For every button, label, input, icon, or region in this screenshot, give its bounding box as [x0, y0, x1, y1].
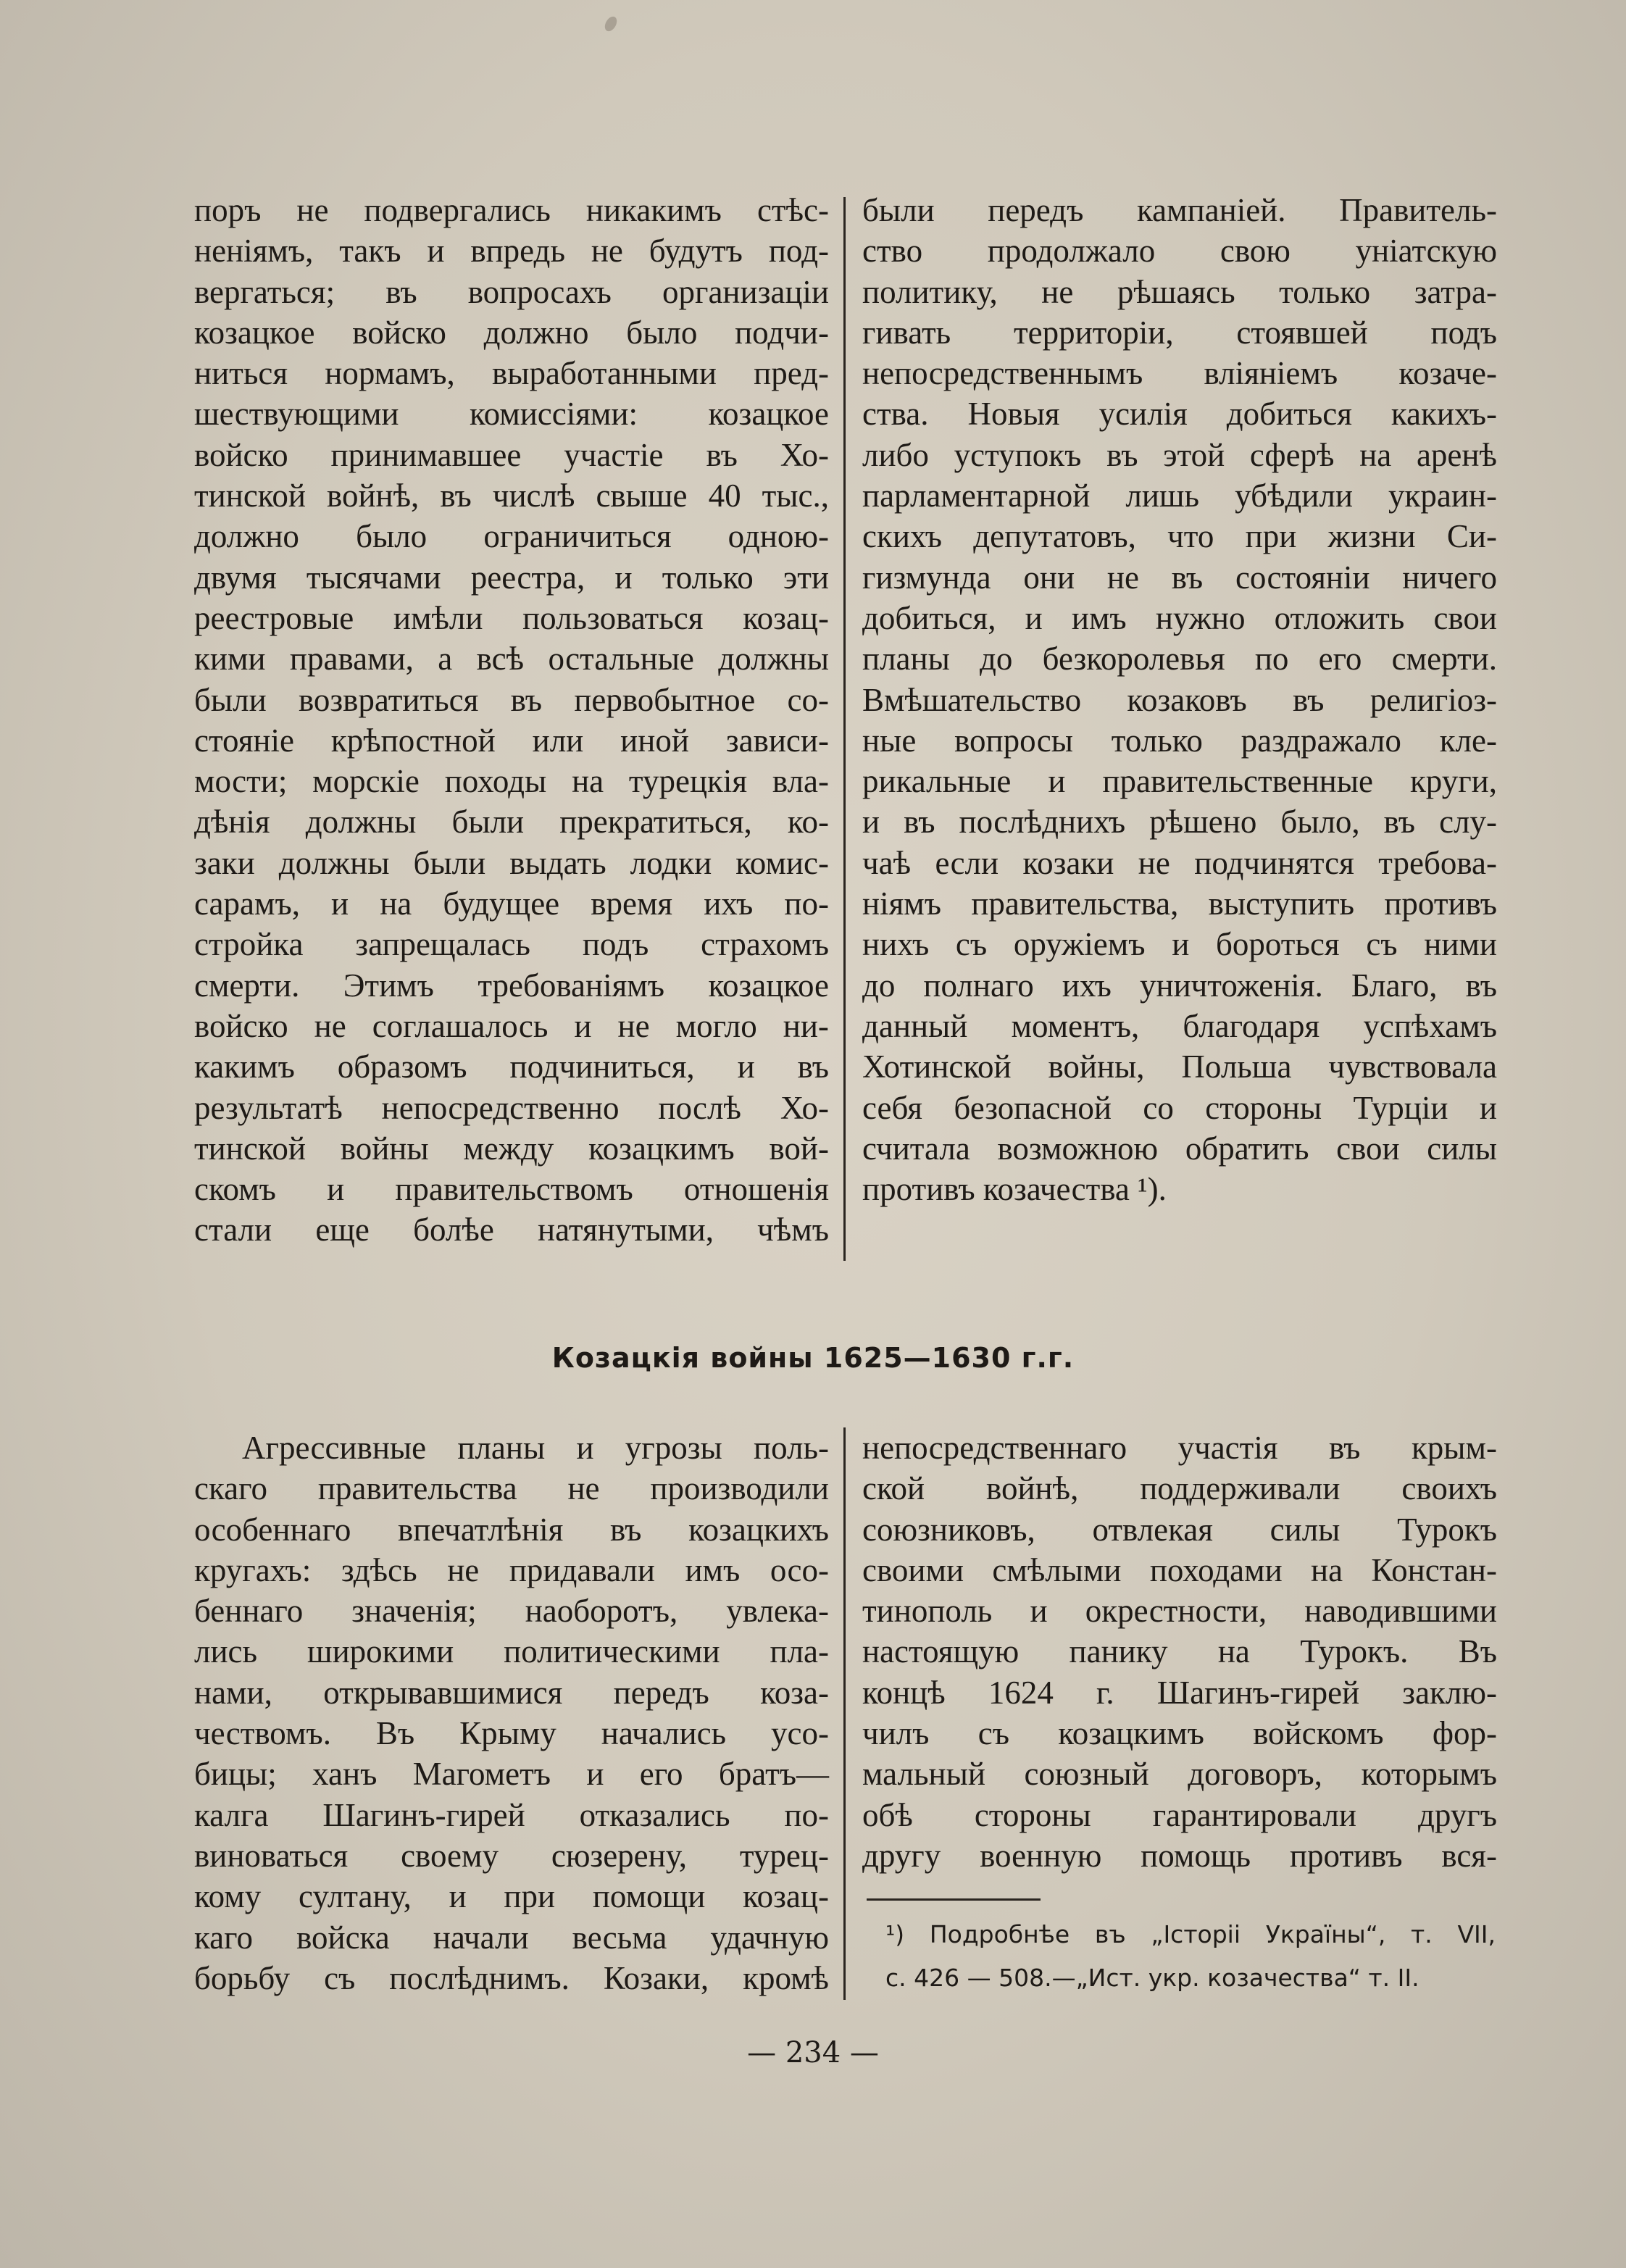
- text-line: должно было ограничиться одною-: [194, 518, 829, 555]
- text-line: смерти. Этимъ требованіямъ козацкое: [194, 967, 829, 1004]
- text-line: лись широкими политическими пла-: [194, 1633, 829, 1670]
- text-line: скаго правительства не производили: [194, 1470, 829, 1507]
- text-line: концѣ 1624 г. Шагинъ-гирей заклю-: [862, 1674, 1497, 1711]
- text-line: мости; морскіе походы на турецкія вла-: [194, 763, 829, 800]
- text-line: особеннаго впечатлѣнія въ козацкихъ: [194, 1511, 829, 1548]
- text-line: Хотинской войны, Польша чувствовала: [862, 1048, 1497, 1085]
- text-line: стройка запрещалась подъ страхомъ: [194, 926, 829, 963]
- text-line: реестровые имѣли пользоваться козац-: [194, 599, 829, 636]
- text-line: ства. Новыя усилія добиться какихъ-: [862, 396, 1497, 433]
- text-line: были передъ кампаніей. Правитель-: [862, 192, 1497, 228]
- text-line: чествомъ. Въ Крыму начались усо-: [194, 1715, 829, 1752]
- text-line: данный моментъ, благодаря успѣхамъ: [862, 1007, 1497, 1044]
- text-line: бицы; ханъ Магометъ и его братъ—: [194, 1756, 829, 1793]
- column-divider-bottom: [843, 1427, 846, 2000]
- text-line: ство продолжало свою уніатскую: [862, 233, 1497, 270]
- section-heading: Козацкія войны 1625—1630 г.г.: [551, 1342, 1075, 1374]
- text-line: беннаго значенія; наоборотъ, увлека-: [194, 1593, 829, 1630]
- text-line: шествующими комиссіями: козацкое: [194, 396, 829, 433]
- text-line: стали еще болѣе натянутыми, чѣмъ: [194, 1212, 829, 1248]
- text-line: ¹) Подробнѣе въ „Історіі Україны“, т. VII,: [885, 1920, 1496, 1948]
- text-line: козацкое войско должно было подчи-: [194, 314, 829, 351]
- text-line: своими смѣлыми походами на Констан-: [862, 1551, 1497, 1588]
- footnote-rule: [867, 1898, 1041, 1901]
- text-line: были возвратиться въ первобытное со-: [194, 681, 829, 718]
- text-line: и въ послѣднихъ рѣшено было, въ слу-: [862, 804, 1497, 841]
- text-line: Агрессивные планы и угрозы поль-: [242, 1430, 829, 1466]
- text-line: двумя тысячами реестра, и только эти: [194, 559, 829, 596]
- text-line: другу военную помощь противъ вся-: [862, 1837, 1497, 1874]
- text-line: стояніе крѣпостной или иной зависи-: [194, 722, 829, 759]
- text-line: непосредственнаго участія въ крым-: [862, 1430, 1497, 1466]
- text-line: ные вопросы только раздражало кле-: [862, 722, 1497, 759]
- text-line: неніямъ, такъ и впредь не будутъ под-: [194, 233, 829, 270]
- text-line: вергаться; въ вопросахъ организаціи: [194, 273, 829, 310]
- text-line: скихъ депутатовъ, что при жизни Си-: [862, 518, 1497, 555]
- column-top-left: [194, 190, 829, 1251]
- text-line: тинской войны между козацкимъ вой-: [194, 1130, 829, 1167]
- text-line: ниться нормамъ, выработанными пред-: [194, 355, 829, 392]
- text-line: тинской войнѣ, въ числѣ свыше 40 тыс.,: [194, 478, 829, 514]
- text-line: кими правами, а всѣ остальные должны: [194, 641, 829, 678]
- text-line: с. 426 — 508.—„Ист. укр. козачества“ т. II.: [885, 1964, 1419, 1992]
- column-bottom-right: [862, 1427, 1497, 1876]
- column-top-right: [862, 190, 1497, 1209]
- text-line: до полнаго ихъ уничтоженія. Благо, въ: [862, 967, 1497, 1004]
- text-line: противъ козачества ¹).: [862, 1171, 1167, 1208]
- text-line: дѣнія должны были прекратиться, ко-: [194, 804, 829, 841]
- text-line: гивать территоріи, стоявшей подъ: [862, 314, 1497, 351]
- column-bottom-left: [194, 1427, 829, 1998]
- text-line: калга Шагинъ-гирей отказались по-: [194, 1796, 829, 1833]
- text-line: обѣ стороны гарантировали другъ: [862, 1796, 1497, 1833]
- text-line: союзниковъ, отвлекая силы Турокъ: [862, 1511, 1497, 1548]
- text-line: войско принимавшее участіе въ Хо-: [194, 436, 829, 473]
- text-line: либо уступокъ въ этой сферѣ на аренѣ: [862, 436, 1497, 473]
- text-line: поръ не подвергались никакимъ стѣс-: [194, 192, 829, 228]
- text-line: нами, открывавшимися передъ коза-: [194, 1674, 829, 1711]
- text-line: политику, не рѣшаясь только затра-: [862, 273, 1497, 310]
- text-line: чаѣ если козаки не подчинятся требова-: [862, 844, 1497, 881]
- ink-spot: [602, 14, 619, 33]
- text-line: виноваться своему сюзерену, турец-: [194, 1837, 829, 1874]
- text-line: скомъ и правительствомъ отношенія: [194, 1171, 829, 1208]
- text-line: каго войска начали весьма удачную: [194, 1919, 829, 1956]
- text-line: планы до безкоролевья по его смерти.: [862, 641, 1497, 678]
- text-line: заки должны были выдать лодки комис-: [194, 844, 829, 881]
- text-line: ской войнѣ, поддерживали своихъ: [862, 1470, 1497, 1507]
- text-line: войско не соглашалось и не могло ни-: [194, 1007, 829, 1044]
- text-line: мальный союзный договоръ, которымъ: [862, 1756, 1497, 1793]
- text-line: тинополь и окрестности, наводившими: [862, 1593, 1497, 1630]
- text-line: гизмунда они не въ состояніи ничего: [862, 559, 1497, 596]
- text-line: результатѣ непосредственно послѣ Хо-: [194, 1089, 829, 1126]
- column-divider-top: [843, 197, 846, 1261]
- text-line: ніямъ правительства, выступить противъ: [862, 885, 1497, 922]
- text-line: рикальные и правительственные круги,: [862, 763, 1497, 800]
- text-line: какимъ образомъ подчиниться, и въ: [194, 1048, 829, 1085]
- footnote: [885, 1913, 1496, 2000]
- text-line: настоящую панику на Турокъ. Въ: [862, 1633, 1497, 1670]
- text-line: себя безопасной со стороны Турціи и: [862, 1089, 1497, 1126]
- text-line: кругахъ: здѣсь не придавали имъ осо-: [194, 1551, 829, 1588]
- text-line: нихъ съ оружіемъ и бороться съ ними: [862, 926, 1497, 963]
- text-line: кому султану, и при помощи козац-: [194, 1878, 829, 1915]
- text-line: борьбу съ послѣднимъ. Козаки, кромѣ: [194, 1959, 829, 1996]
- text-line: добиться, и имъ нужно отложить свои: [862, 599, 1497, 636]
- text-line: чилъ съ козацкимъ войскомъ фор-: [862, 1715, 1497, 1752]
- text-line: Вмѣшательство козаковъ въ религіоз-: [862, 681, 1497, 718]
- page-number: — 234 —: [747, 2036, 879, 2069]
- text-line: парламентарной лишь убѣдили украин-: [862, 478, 1497, 514]
- text-line: считала возможною обратить свои силы: [862, 1130, 1497, 1167]
- text-line: сарамъ, и на будущее время ихъ по-: [194, 885, 829, 922]
- text-line: непосредственнымъ вліяніемъ козаче-: [862, 355, 1497, 392]
